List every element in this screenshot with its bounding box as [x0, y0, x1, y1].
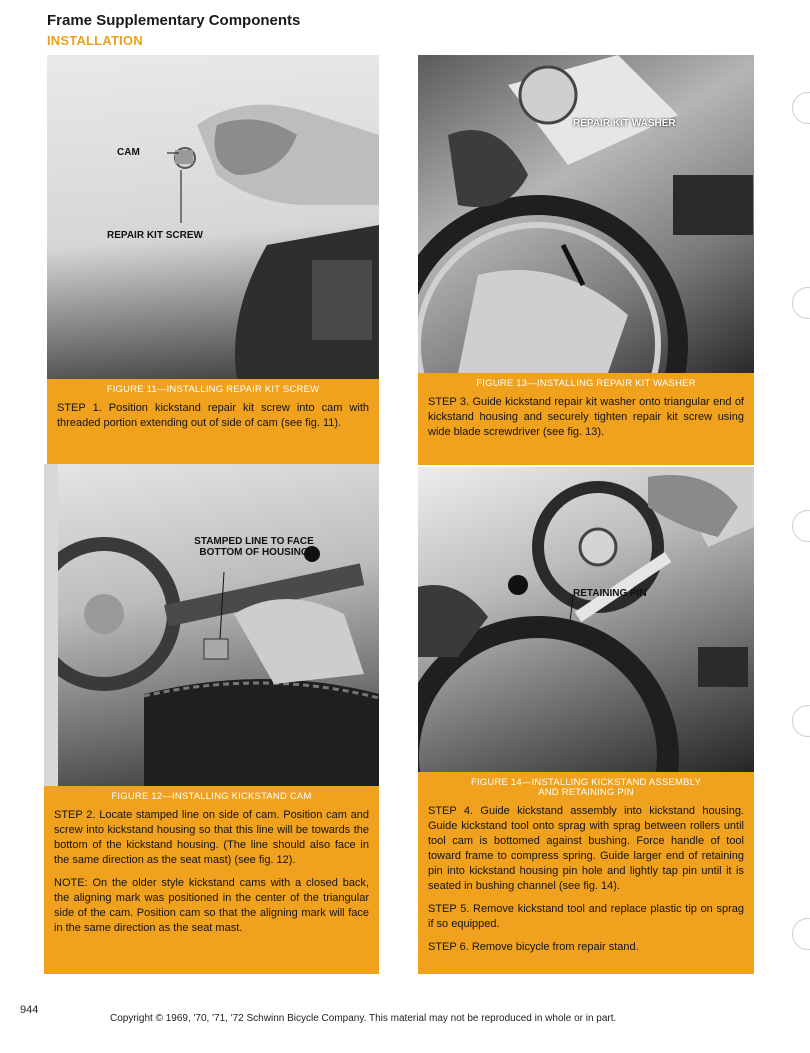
callout-repair-kit-screw: REPAIR KIT SCREW	[107, 230, 203, 241]
figure-12-title: FIGURE 12—INSTALLING KICKSTAND CAM	[111, 791, 312, 802]
punch-hole-5	[792, 918, 810, 950]
figure-11-photo	[47, 55, 379, 379]
step-6-text: STEP 6. Remove bicycle from repair stand.	[428, 941, 639, 953]
callout-cam: CAM	[117, 147, 140, 158]
figure-14-title: FIGURE 14—INSTALLING KICKSTAND ASSEMBLY AND RETAINING PIN	[470, 777, 702, 798]
figure-11-title: FIGURE 11—INSTALLING REPAIR KIT SCREW	[106, 384, 320, 395]
figure-13-caption-box	[418, 373, 754, 465]
figure-13-photo	[418, 55, 754, 373]
page-number: 944	[20, 1004, 39, 1016]
page-subtitle: INSTALLATION	[47, 33, 143, 48]
page-title: Frame Supplementary Components	[47, 12, 301, 29]
figure-12-photo	[44, 464, 379, 786]
punch-hole-4	[792, 705, 810, 737]
figure-14-caption-box	[418, 772, 754, 974]
figure-11-caption-box	[47, 379, 379, 466]
figure-11-illustration	[47, 55, 379, 379]
copyright-notice: Copyright © 1969, '70, '71, '72 Schwinn Bicycle Company. This material may not be reproduced in whole or in part.	[110, 1013, 617, 1024]
callout-stamped-line	[194, 536, 314, 558]
punch-hole-2	[792, 287, 810, 319]
figure-13-illustration	[418, 55, 754, 373]
step-5-text: STEP 5. Remove kickstand tool and replace plastic tip on sprag if so equipped.	[428, 903, 744, 930]
step-4-text: STEP 4. Guide kickstand assembly into kickstand housing. Guide kickstand tool onto sprag with sprag between rollers until tool cam is bottomed against bushing. Force handle of tool toward frame to compress spring. Guide larger end of retaining pin into kickstand housing pin hole and lightly tap pin until it is seated in bushing channel (see fig. 14).	[428, 805, 744, 892]
note-text: NOTE: On the older style kickstand cams with a closed back, the aligning mark was positioned in the center of the triangular side of the cam. Position cam so that the aligning mark will face in the same direction as the seat mast.	[54, 877, 369, 934]
punch-hole-1	[792, 92, 810, 124]
figure-13-title: FIGURE 13—INSTALLING REPAIR KIT WASHER	[476, 378, 696, 389]
step-2-text: STEP 2. Locate stamped line on side of cam. Position cam and screw into kickstand housing so that this line will be towards the bottom of the kickstand housing. (The line should also face in the same direction as the seat mast) (see fig. 12).	[54, 809, 369, 866]
punch-hole-3	[792, 510, 810, 542]
step-3-text: STEP 3. Guide kickstand repair kit washer onto triangular end of kickstand housing and securely tighten repair kit screw using wide blade screwdriver (see fig. 13).	[428, 396, 744, 438]
figure-12-caption-box	[44, 786, 379, 974]
callout-stamped-line-text: STAMPED LINE TO FACE BOTTOM OF HOUSING	[194, 536, 314, 558]
step-1-text: STEP 1. Position kickstand repair kit screw into cam with threaded portion extending out of side of cam (see fig. 11).	[57, 402, 369, 429]
callout-retaining-pin: RETAINING PIN	[573, 588, 647, 599]
figure-14-photo	[418, 467, 754, 772]
figure-14-illustration	[418, 467, 754, 772]
figure-12-illustration	[44, 464, 379, 786]
callout-repair-kit-washer: REPAIR KIT WASHER	[573, 118, 676, 129]
